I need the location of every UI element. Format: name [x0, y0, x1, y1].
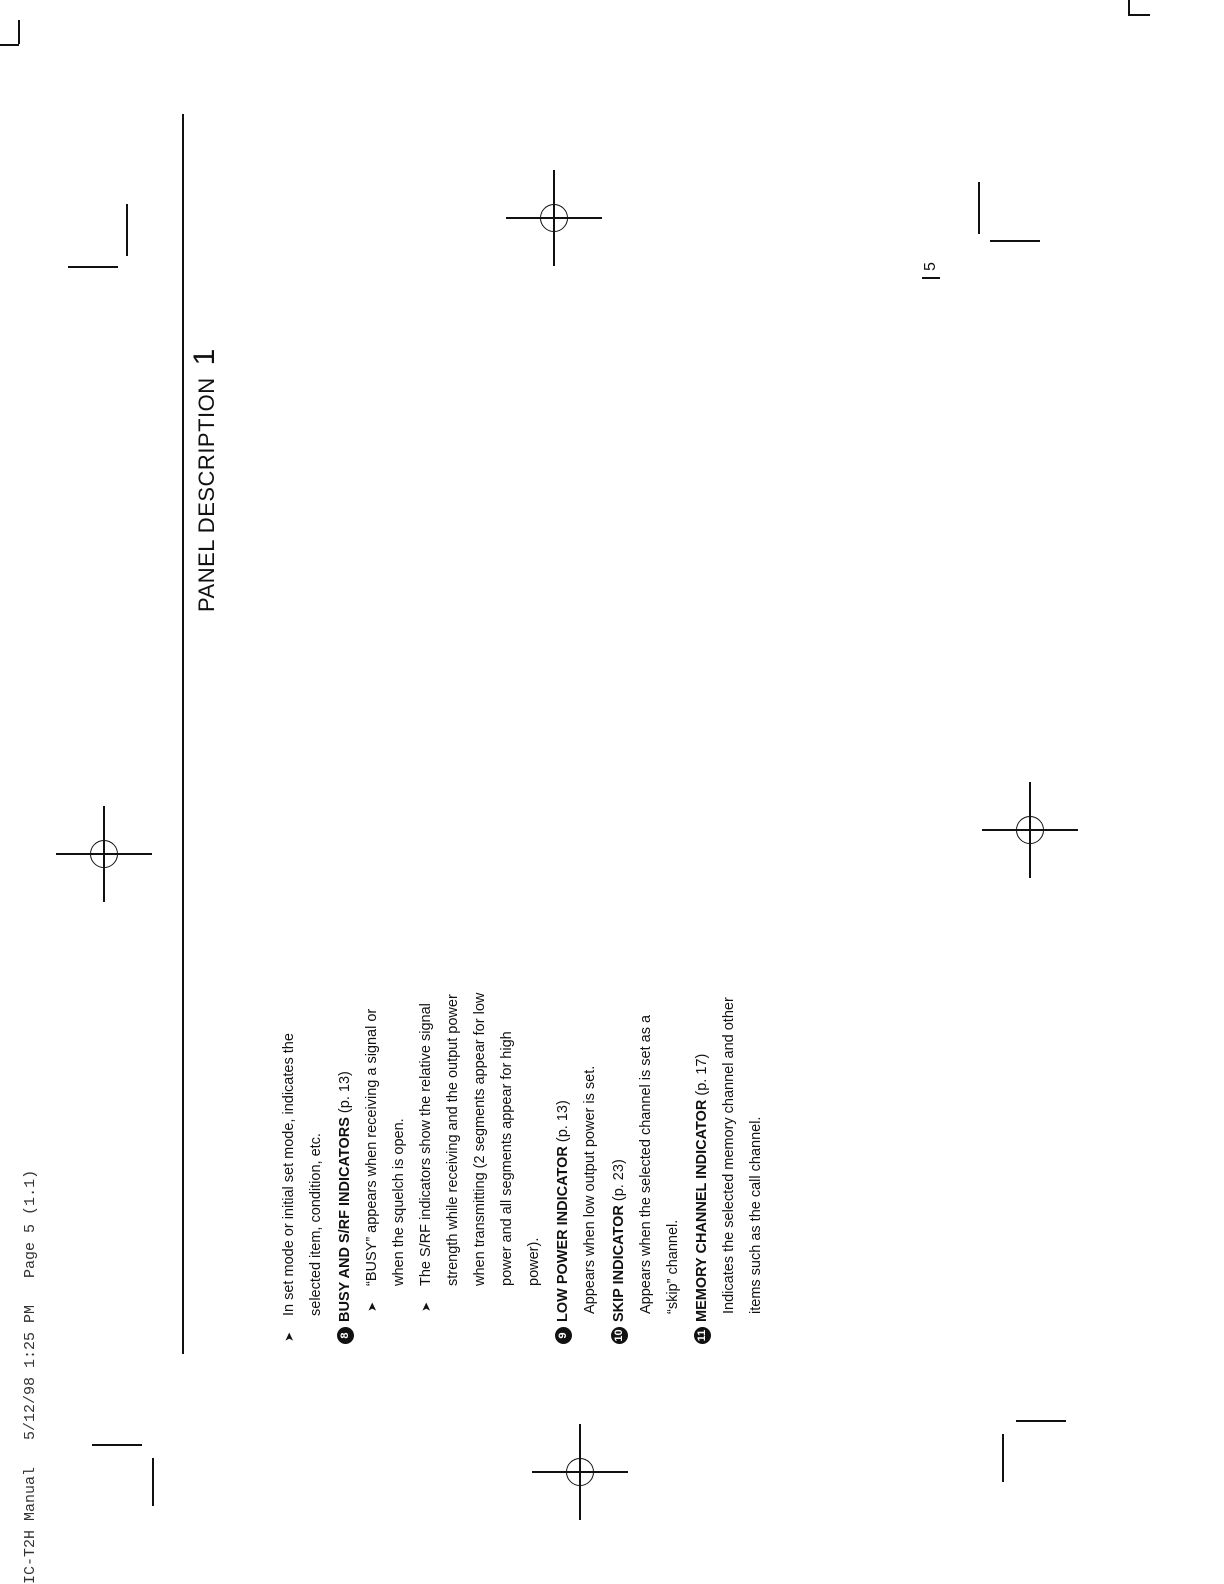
- item-description: Indicates the selected memory channel and other items such as the call channel.: [721, 997, 764, 1314]
- item-description: Appears when the selected channel is set as a “skip” channel.: [638, 1014, 681, 1314]
- item-heading: [332, 984, 359, 1344]
- page-ref: (p. 13): [337, 1071, 353, 1114]
- bullet-text: “BUSY” appears when receiving a signal or when the squelch is open.: [364, 1008, 407, 1286]
- intro-bullet: [276, 984, 330, 1344]
- crop-mark: [126, 204, 128, 256]
- item-title: MEMORY CHANNEL INDICATOR: [694, 1099, 710, 1322]
- crop-mark: [18, 20, 20, 44]
- item-heading: [606, 984, 633, 1344]
- crop-mark: [68, 266, 118, 268]
- item-bullet: [359, 984, 413, 1344]
- page-ref: (p. 13): [555, 1100, 571, 1143]
- section-number: 1: [188, 348, 221, 366]
- circled-number-icon: 8: [337, 1327, 354, 1344]
- crop-mark: [0, 44, 19, 46]
- item-heading: [689, 984, 716, 1344]
- registration-mark-icon: [532, 1424, 628, 1520]
- arrow-bullet-icon: ➤: [365, 1301, 379, 1312]
- registration-mark-icon: [506, 170, 602, 266]
- page-ref: (p. 23): [611, 1159, 627, 1202]
- arrow-bullet-icon: ➤: [419, 1301, 433, 1312]
- crop-mark: [1016, 1420, 1066, 1422]
- crop-mark: [990, 240, 1040, 242]
- item-memory-channel: [689, 984, 770, 1344]
- section-title: [188, 348, 222, 612]
- item-skip: [606, 984, 687, 1344]
- crop-mark: [152, 1458, 154, 1506]
- item-title: LOW POWER INDICATOR: [555, 1146, 571, 1322]
- crop-mark: [1128, 0, 1130, 14]
- registration-mark-icon: [982, 782, 1078, 878]
- crop-mark: [978, 182, 980, 234]
- item-title: BUSY AND S/RF INDICATORS: [337, 1117, 353, 1322]
- indicator-descriptions: [276, 984, 770, 1344]
- page-number: 5: [922, 262, 940, 279]
- bullet-text: The S/RF indicators show the relative signal strength while receiving and the output power when transmitting (2 segments appear for low power and all segments appear for high power).: [418, 992, 542, 1286]
- crop-mark: [92, 1444, 142, 1446]
- crop-mark: [1002, 1434, 1004, 1482]
- circled-number-icon: 10: [611, 1327, 628, 1344]
- item-description: Appears when low output power is set.: [582, 1065, 598, 1314]
- section-title-text: PANEL DESCRIPTION: [194, 377, 219, 612]
- print-header: IC-T2H Manual 5/12/98 1:25 PM Page 5 (1.1): [22, 1169, 39, 1584]
- circled-number-icon: 11: [694, 1327, 711, 1344]
- arrow-bullet-icon: ➤: [282, 1331, 296, 1342]
- item-low-power: [550, 984, 604, 1344]
- item-title: SKIP INDICATOR: [611, 1205, 627, 1322]
- item-heading: [550, 984, 577, 1344]
- circled-number-icon: 9: [555, 1327, 572, 1344]
- page-ref: (p. 17): [694, 1053, 710, 1096]
- section-rule: [182, 114, 184, 1354]
- item-bullet: [413, 984, 548, 1344]
- crop-mark: [1128, 14, 1150, 16]
- item-busy-srf: [332, 984, 548, 1344]
- intro-bullet-text: In set mode or initial set mode, indicates the selected item, condition, etc.: [281, 1033, 324, 1316]
- registration-mark-icon: [56, 806, 152, 902]
